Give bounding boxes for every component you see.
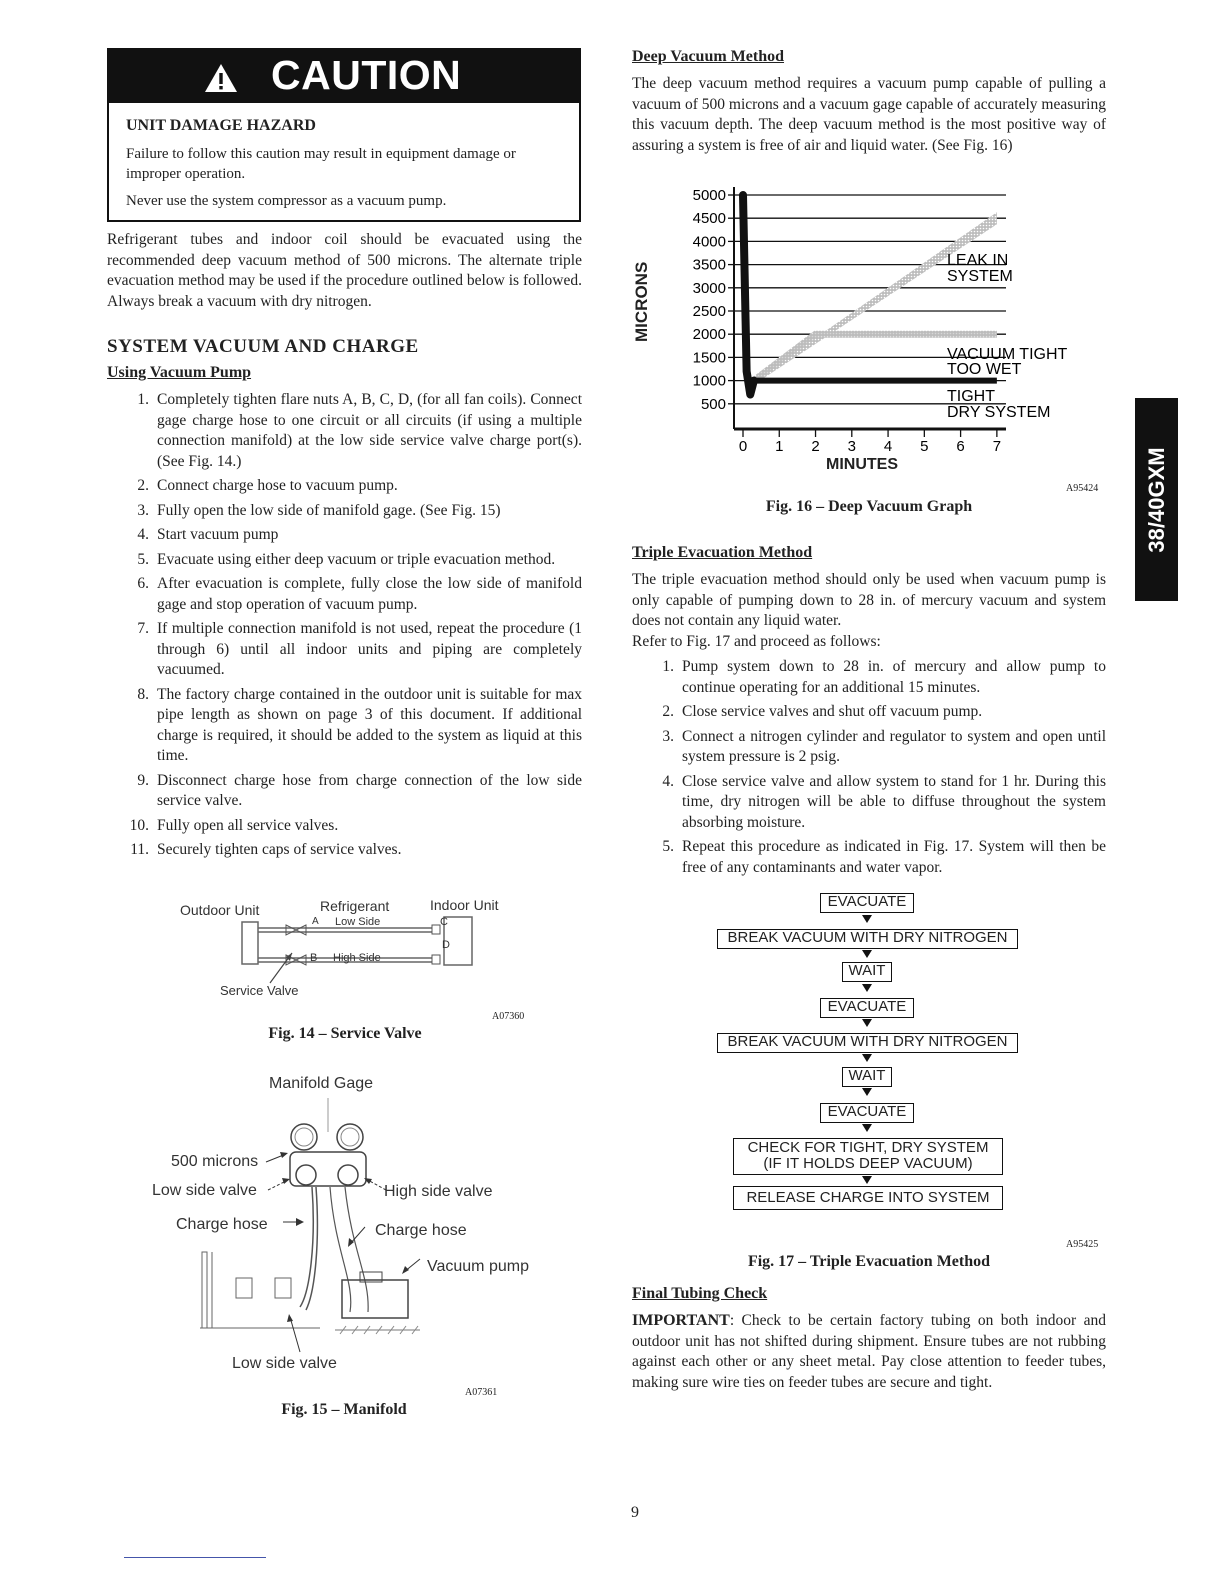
step-text: Evacuate using either deep vacuum or triple evacuation method. — [157, 550, 556, 568]
flow-arrow-icon — [862, 1124, 872, 1132]
fig17-code: A95425 — [1066, 1239, 1099, 1250]
fig14-caption: Fig. 14 – Service Valve — [268, 1025, 422, 1042]
chart-label-dry-1: TIGHT — [947, 388, 995, 405]
flow-break-vacuum-2: BREAK VACUUM WITH DRY NITROGEN — [717, 1033, 1018, 1053]
manifold-body — [290, 1152, 366, 1186]
c-label: C — [440, 916, 448, 928]
flow-check-line1: CHECK FOR TIGHT, DRY SYSTEM — [747, 1139, 989, 1156]
final-tubing-body: : Check to be certain factory tubing on both indoor and outdoor unit has not shifted during shipment. Ensure tubes are not rubbing against each other or any sheet metal. Pay close attention to feeder tubes, making sure wire ties on feeder tubes are secure and tight. — [632, 1312, 1106, 1391]
fig14-code: A07360 — [492, 1011, 525, 1022]
caution-box — [107, 48, 581, 222]
caution-text-2: Never use the system compressor as a vacuum pump. — [126, 193, 447, 209]
flow-break-vacuum-1: BREAK VACUUM WITH DRY NITROGEN — [717, 929, 1018, 949]
chart-ytick-label: 3000 — [692, 279, 726, 297]
outdoor-unit-shape — [242, 922, 258, 964]
flow-arrow-icon — [862, 915, 872, 923]
step-number: 3. — [137, 501, 149, 519]
caution-text-1: Failure to follow this caution may result in equipment damage or improper operation. — [126, 146, 516, 182]
chart-ylabel: MICRONS — [632, 261, 651, 342]
step-number: 2. — [137, 477, 149, 494]
flow-wait-1: WAIT — [842, 962, 892, 982]
chart-ytick-label: 500 — [700, 395, 726, 413]
chart-ytick-label: 1500 — [692, 349, 726, 367]
chart-ytick-label: 5000 — [692, 187, 726, 204]
service-valve-label: Service Valve — [220, 983, 299, 998]
step-text: Completely tighten flare nuts A, B, C, D, (for all fan coils). Connect gage charge hose to one circuit or all circuits (if using a multiple connection manifold) at the low side service valve charge port(s). (See Fig. 14.) — [157, 391, 582, 470]
triple-evac-step — [632, 702, 1106, 723]
vacuum-pump-step — [107, 501, 582, 522]
d-label: D — [442, 939, 450, 951]
chart-xtick-label: 7 — [992, 438, 1002, 455]
chart-ytick-label: 1000 — [692, 372, 726, 390]
chart-ytick-label: 4000 — [692, 233, 726, 251]
fig17-caption: Fig. 17 – Triple Evacuation Method — [747, 1253, 991, 1270]
important-label: IMPORTANT — [632, 1312, 730, 1329]
step-text: Connect charge hose to vacuum pump. — [157, 477, 398, 494]
step-number: 9. — [137, 771, 149, 789]
indoor-unit-label: Indoor Unit — [430, 897, 499, 913]
vacuum-pump-steps — [107, 390, 582, 865]
hazard-title: UNIT DAMAGE HAZARD — [126, 117, 316, 134]
footer-rule — [124, 1557, 266, 1558]
using-vacuum-pump-heading: Using Vacuum Pump — [107, 364, 252, 381]
flow-wait-2: WAIT — [842, 1067, 892, 1087]
low-valve-body — [236, 1278, 252, 1298]
step-text: Connect a nitrogen cylinder and regulator to system and open until system pressure is 2 psig. — [682, 727, 1106, 765]
section-title: SYSTEM VACUUM AND CHARGE — [107, 336, 419, 357]
vacuum-pump-step — [107, 525, 582, 546]
vacuum-pump-step — [107, 619, 582, 681]
high-side-label: High Side — [333, 952, 381, 964]
low-side-label: Low Side — [335, 916, 381, 928]
triple-evac-refer: Refer to Fig. 17 and proceed as follows: — [632, 633, 881, 650]
fig14-diagram — [170, 895, 540, 1015]
chart-xtick-label: 2 — [811, 438, 820, 455]
flow-arrow-icon — [862, 1176, 872, 1184]
outdoor-unit-label: Outdoor Unit — [180, 902, 260, 918]
refrigerant-label: Refrigerant — [320, 898, 390, 914]
low-side-valve-bottom-label: Low side valve — [232, 1355, 337, 1372]
warning-triangle-icon — [203, 62, 239, 94]
intro-paragraph: Refrigerant tubes and indoor coil should be evacuated using the recommended deep vacuum method of 500 microns. The alternate triple evacuation method may be used if the procedure outlined below is followed. Always break a vacuum with dry nitrogen. — [107, 231, 582, 310]
triple-evac-step — [632, 772, 1106, 834]
step-number: 5. — [662, 838, 674, 855]
valve-a-label: A — [312, 916, 319, 927]
vacuum-pump-label: Vacuum pump — [427, 1258, 529, 1275]
step-number: 3. — [662, 727, 674, 745]
chart-ytick-label: 2000 — [692, 326, 726, 344]
deep-vacuum-chart — [632, 182, 1080, 482]
low-side-valve-label: Low side valve — [152, 1182, 257, 1199]
final-tubing-text — [632, 1311, 1106, 1393]
chart-xlabel: MINUTES — [826, 456, 898, 473]
vacuum-pump-step — [107, 816, 582, 837]
step-text: Securely tighten caps of service valves. — [157, 841, 402, 858]
flow-evacuate-3: EVACUATE — [820, 1103, 914, 1123]
flow-arrow-icon — [862, 950, 872, 958]
step-number: 2. — [662, 703, 674, 720]
caution-header — [109, 50, 579, 103]
chart-xtick-label: 6 — [956, 438, 965, 455]
step-text: Fully open the low side of manifold gage. (See Fig. 15) — [157, 501, 501, 519]
flow-release-charge: RELEASE CHARGE INTO SYSTEM — [733, 1186, 1003, 1210]
flow-check-line2: (IF IT HOLDS DEEP VACUUM) — [763, 1155, 973, 1172]
charge-hose-right-label: Charge hose — [375, 1222, 467, 1239]
flow-check-system — [733, 1138, 1003, 1175]
manifold-gage-label: Manifold Gage — [269, 1075, 374, 1092]
chart-label-leak-2: SYSTEM — [947, 268, 1013, 285]
final-tubing-heading: Final Tubing Check — [632, 1285, 768, 1302]
step-text: Close service valve and allow system to stand for 1 hr. During this time, dry nitrogen will be able to diffuse throughout the system absorbing moisture. — [682, 772, 1106, 831]
vacuum-pump-step — [107, 390, 582, 472]
step-number: 4. — [137, 526, 149, 543]
chart-series-pump-down — [743, 195, 754, 395]
step-text: After evacuation is complete, fully close the low side of manifold gage and stop operation of vacuum pump. — [157, 575, 582, 613]
fig15-code: A07361 — [465, 1387, 498, 1398]
step-text: Start vacuum pump — [157, 526, 279, 543]
triple-evac-text: The triple evacuation method should only be used when vacuum pump is only capable of pumping down to 28 in. of mercury vacuum and system does not contain any liquid water. — [632, 571, 1106, 629]
fig15-caption: Fig. 15 – Manifold — [281, 1401, 407, 1418]
chart-ytick-label: 2500 — [692, 303, 726, 320]
chart-xtick-label: 5 — [920, 438, 929, 455]
step-number: 11. — [130, 841, 149, 858]
step-number: 4. — [662, 772, 674, 790]
vacuum-pump-step — [107, 771, 582, 812]
vacuum-pump-step — [107, 574, 582, 615]
high-side-valve-label: High side valve — [384, 1183, 493, 1200]
vacuum-pump-step — [107, 550, 582, 571]
step-number: 7. — [137, 620, 149, 637]
chart-label-wet-1: VACUUM TIGHT — [947, 346, 1068, 363]
chart-xtick-label: 1 — [775, 438, 784, 455]
caution-word: CAUTION — [271, 52, 462, 98]
vacuum-pump-icon — [342, 1280, 408, 1318]
chart-label-wet-2: TOO WET — [947, 361, 1022, 378]
fig16-code: A95424 — [1066, 483, 1099, 494]
chart-ytick-label: 3500 — [692, 256, 726, 274]
triple-evac-step — [632, 657, 1106, 698]
chart-label-dry-2: DRY SYSTEM — [947, 404, 1051, 421]
chart-xtick-label: 3 — [847, 438, 856, 455]
flow-evacuate-1: EVACUATE — [820, 893, 914, 913]
chart-xtick-label: 4 — [883, 438, 893, 455]
triple-evac-step — [632, 837, 1106, 878]
step-number: 10. — [129, 816, 149, 834]
flow-arrow-icon — [862, 1088, 872, 1096]
flow-arrow-icon — [862, 1054, 872, 1062]
flow-evacuate-2: EVACUATE — [820, 998, 914, 1018]
vacuum-pump-step — [107, 840, 582, 861]
step-text: Disconnect charge hose from charge connection of the low side service valve. — [157, 771, 582, 809]
triple-evac-steps — [632, 657, 1106, 882]
chart-label-leak-1: LEAK IN — [947, 252, 1009, 269]
vacuum-pump-step — [107, 685, 582, 767]
chart-svg — [640, 182, 1080, 482]
side-tab — [1135, 398, 1178, 601]
step-text: The factory charge contained in the outdoor unit is suitable for max pipe length as shown on page 3 of this document. If additional charge is required, it should be added to the system as liquid at this time. — [157, 685, 582, 764]
charge-hose-left-label: Charge hose — [176, 1216, 268, 1233]
chart-xtick-label: 0 — [738, 438, 748, 455]
valve-b-label: B — [310, 952, 318, 964]
step-text: Pump system down to 28 in. of mercury and allow pump to continue operating for an additional 15 minutes. — [682, 658, 1106, 696]
step-number: 5. — [137, 550, 149, 568]
deep-vacuum-heading: Deep Vacuum Method — [632, 48, 785, 65]
deep-vacuum-text: The deep vacuum method requires a vacuum pump capable of pulling a vacuum of 500 microns and a vacuum gage capable of accurately measuring this vacuum depth. The deep vacuum method is the most positive way of assuring a system is free of air and liquid water. (See Fig. 16) — [632, 75, 1106, 154]
fig16-caption: Fig. 16 – Deep Vacuum Graph — [765, 498, 973, 515]
fig15-diagram — [140, 1072, 560, 1382]
triple-evac-heading: Triple Evacuation Method — [632, 544, 813, 561]
step-number: 6. — [137, 575, 149, 592]
step-number: 1. — [137, 391, 149, 408]
flow-arrow-icon — [862, 1019, 872, 1027]
step-text: Repeat this procedure as indicated in Fig. 17. System will then be free of any contaminants and water vapor. — [682, 838, 1106, 876]
caution-body — [126, 116, 566, 218]
step-number: 8. — [137, 685, 149, 703]
chart-ytick-label: 4500 — [692, 210, 726, 228]
page-number: 9 — [631, 1504, 639, 1521]
vacuum-pump-step — [107, 476, 582, 497]
microns-label: 500 microns — [171, 1153, 259, 1170]
step-text: Close service valves and shut off vacuum pump. — [682, 703, 983, 720]
triple-evac-step — [632, 727, 1106, 768]
step-text: Fully open all service valves. — [157, 816, 339, 834]
step-number: 1. — [662, 658, 674, 675]
step-text: If multiple connection manifold is not used, repeat the procedure (1 through 6) until all indoor units and piping are completely vacuumed. — [157, 620, 582, 678]
flow-arrow-icon — [862, 984, 872, 992]
side-tab-label: 38/40GXM — [1143, 446, 1169, 553]
